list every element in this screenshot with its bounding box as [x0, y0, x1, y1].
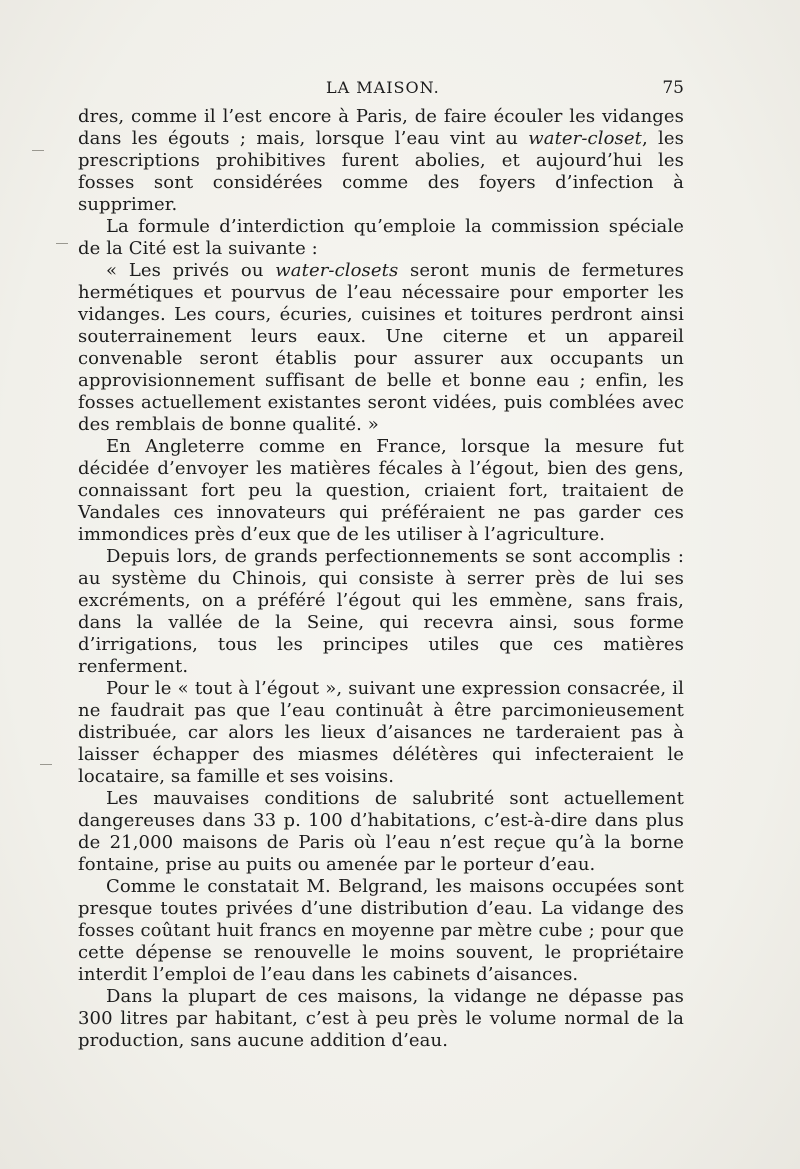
italic-term: water-closets	[275, 260, 399, 281]
body-text	[78, 106, 684, 1052]
paragraph: Dans la plupart de ces maisons, la vidange ne dépasse pas 300 litres par habitant, c’est à peu près le volume normal de la production, sans aucune addition d’eau.	[78, 986, 684, 1051]
page-header	[78, 78, 684, 104]
paragraph: La formule d’interdiction qu’emploie la commission spéciale de la Cité est la suivante :	[78, 216, 684, 259]
paragraph-continuation: dres, comme il l’est encore à Paris, de faire écouler les vidanges dans les égouts ; mais, lorsque l’eau vint au water-closet, les prescriptions prohibitives furent abolies, et aujourd’hui les fosses sont considérées comme des foyers d’infection à supprimer.	[78, 106, 685, 215]
margin-mark	[56, 243, 68, 244]
paragraph: Les mauvaises conditions de salubrité sont actuellement dangereuses dans 33 p. 100 d’habitations, c’est-à-dire dans plus de 21,000 maisons de Paris où l’eau n’est reçue qu’à la borne fontaine, prise au puits ou amenée par le porteur d’eau.	[78, 788, 684, 875]
paragraph: En Angleterre comme en France, lorsque la mesure fut décidée d’envoyer les matières fécales à l’égout, bien des gens, connaissant fort peu la question, criaient fort, traitaient de Vandales ces innovateurs qui préféraient ne pas garder ces immondices près d’eux que de les utiliser à l’agriculture.	[78, 436, 684, 545]
paragraph: Depuis lors, de grands perfectionnements se sont accomplis : au système du Chinois, qui consiste à serrer près de lui ses excréments, on a préféré l’égout qui les emmène, sans frais, dans la vallée de la Seine, qui recevra ainsi, sous forme d’irrigations, tous les principes utiles que ces matières renferment.	[78, 546, 684, 677]
paragraph: Comme le constatait M. Belgrand, les maisons occupées sont presque toutes privées d’une distribution d’eau. La vidange des fosses coûtant huit francs en moyenne par mètre cube ; pour que cette dépense se renouvelle le moins souvent, le propriétaire interdit l’emploi de l’eau dans les cabinets d’aisances.	[78, 876, 684, 985]
margin-mark	[32, 150, 44, 151]
paragraph: Pour le « tout à l’égout », suivant une expression consacrée, il ne faudrait pas que l’eau continuât à être parcimonieusement distribuée, car alors les lieux d’aisances ne tarderaient pas à laisser échapper des miasmes délétères qui infecteraient le locataire, sa famille et ses voisins.	[78, 678, 684, 787]
margin-mark	[40, 764, 52, 765]
italic-term: water-closet	[528, 128, 642, 149]
running-head: LA MAISON.	[326, 78, 440, 97]
quotation-paragraph: « Les privés ou water-closets seront munis de fermetures hermétiques et pourvus de l’eau nécessaire pour emporter les vidanges. Les cours, écuries, cuisines et toitures perdront ainsi souterrainement leurs eaux. Une citerne et un appareil convenable seront établis pour assurer aux occupants un approvisionnement suffisant de belle et bonne eau ; enfin, les fosses actuellement existantes seront vidées, puis comblées avec des remblais de bonne qualité. »	[78, 260, 684, 435]
page-number: 75	[662, 78, 684, 98]
